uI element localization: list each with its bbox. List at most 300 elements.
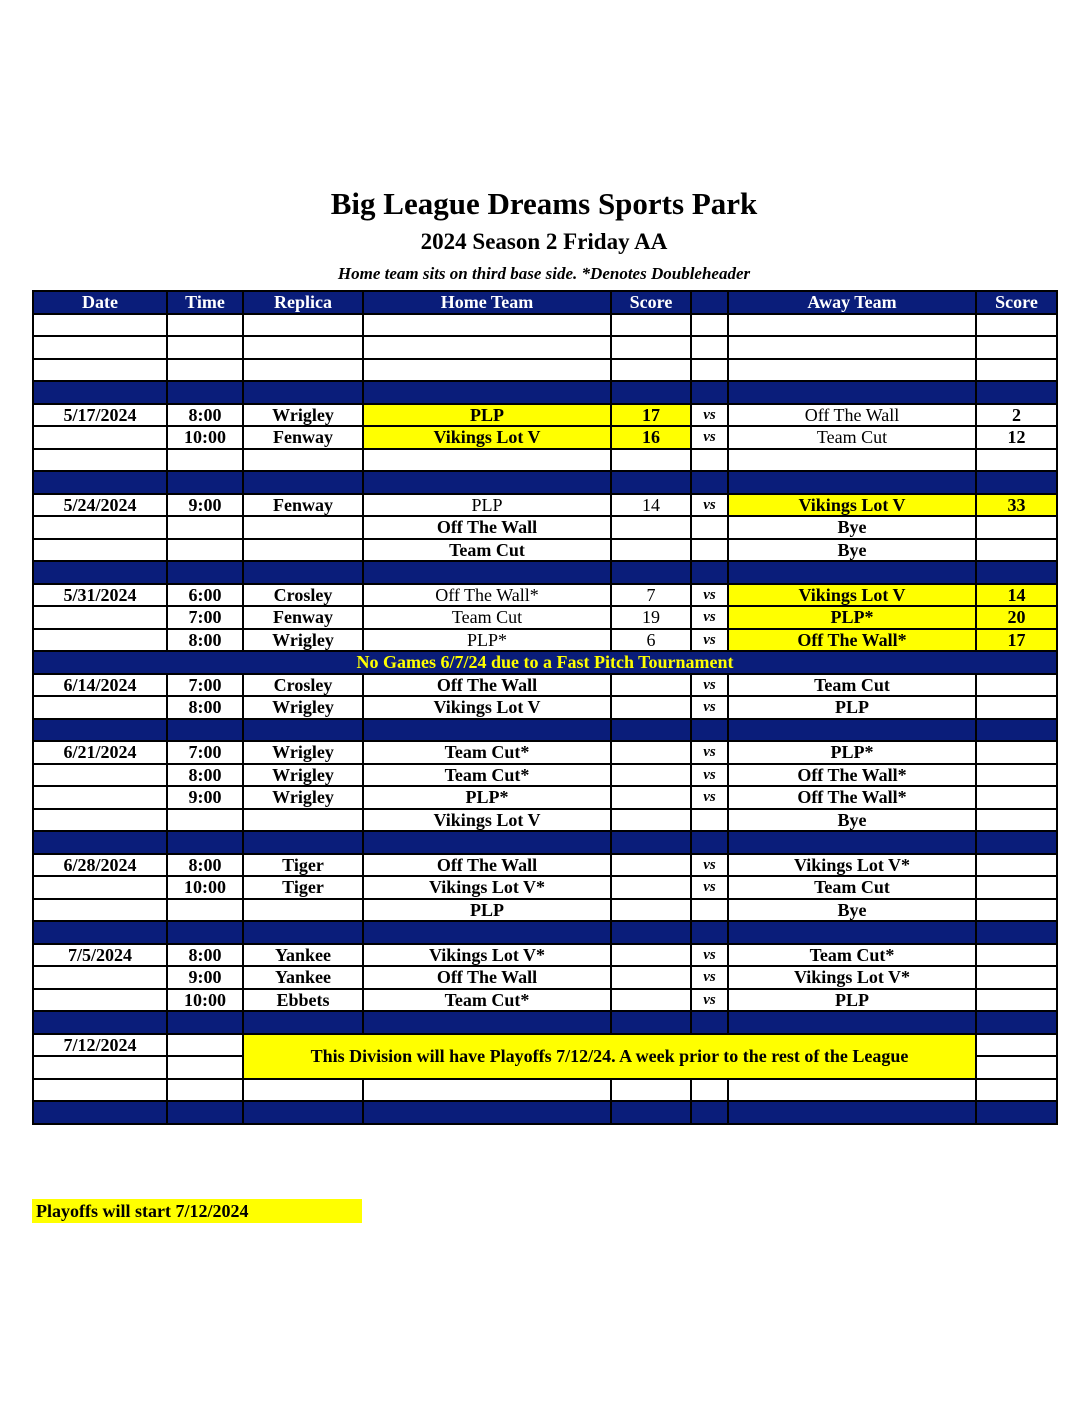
home-team-cell: Team Cut: [363, 606, 611, 629]
separator-cell: [33, 471, 167, 494]
home-score-cell: 17: [611, 404, 691, 427]
replica-cell: Wrigley: [243, 629, 363, 652]
home-score-cell: [611, 944, 691, 967]
date-cell: 6/14/2024: [33, 674, 167, 697]
away-team-cell: Vikings Lot V*: [728, 854, 976, 877]
time-cell: 8:00: [167, 629, 243, 652]
empty-cell: [728, 449, 976, 472]
game-row: [33, 539, 1057, 562]
vs-cell: vs: [691, 966, 728, 989]
empty-cell: [363, 1079, 611, 1102]
week-separator-row: [33, 719, 1057, 742]
vs-cell: vs: [691, 404, 728, 427]
separator-cell: [611, 831, 691, 854]
vs-cell: vs: [691, 741, 728, 764]
away-team-cell: Off The Wall: [728, 404, 976, 427]
separator-cell: [611, 1101, 691, 1124]
separator-cell: [33, 1011, 167, 1034]
replica-cell: Fenway: [243, 494, 363, 517]
home-score-cell: [611, 786, 691, 809]
separator-cell: [728, 719, 976, 742]
date-cell: [33, 539, 167, 562]
away-team-cell: Team Cut*: [728, 944, 976, 967]
away-team-cell: PLP*: [728, 741, 976, 764]
separator-cell: [363, 1101, 611, 1124]
away-team-cell: Vikings Lot V*: [728, 966, 976, 989]
separator-cell: [33, 831, 167, 854]
date-cell: 5/24/2024: [33, 494, 167, 517]
empty-cell: [611, 1079, 691, 1102]
home-team-cell: Vikings Lot V*: [363, 876, 611, 899]
date-cell: [33, 426, 167, 449]
away-score-cell: [976, 696, 1057, 719]
game-row: [33, 426, 1057, 449]
away-team-cell: Bye: [728, 539, 976, 562]
time-cell: 9:00: [167, 494, 243, 517]
home-score-cell: [611, 696, 691, 719]
away-score-cell: [976, 539, 1057, 562]
separator-cell: [167, 1011, 243, 1034]
vs-cell: vs: [691, 606, 728, 629]
replica-cell: Yankee: [243, 966, 363, 989]
game-row: [33, 989, 1057, 1012]
game-row: [33, 606, 1057, 629]
game-row: [33, 696, 1057, 719]
separator-cell: [243, 831, 363, 854]
home-score-cell: 19: [611, 606, 691, 629]
vs-cell: vs: [691, 786, 728, 809]
away-score-cell: 33: [976, 494, 1057, 517]
separator-cell: [728, 561, 976, 584]
home-team-cell: Off The Wall: [363, 516, 611, 539]
blank-row: [33, 336, 1057, 359]
away-score-cell: [976, 966, 1057, 989]
header-row: [33, 291, 1057, 314]
blank-row: [33, 1079, 1057, 1102]
separator-cell: [691, 1011, 728, 1034]
empty-cell: [363, 449, 611, 472]
separator-cell: [691, 921, 728, 944]
vs-cell: vs: [691, 764, 728, 787]
home-score-cell: [611, 516, 691, 539]
replica-cell: Wrigley: [243, 696, 363, 719]
home-team-cell: Off The Wall*: [363, 584, 611, 607]
separator-cell: [243, 921, 363, 944]
separator-cell: [728, 1101, 976, 1124]
game-row: [33, 966, 1057, 989]
separator-cell: [33, 1101, 167, 1124]
week-separator-row: [33, 381, 1057, 404]
away-score-cell: [976, 786, 1057, 809]
empty-cell: [976, 336, 1057, 359]
game-row: [33, 516, 1057, 539]
home-score-cell: [611, 764, 691, 787]
home-team-cell: Vikings Lot V*: [363, 944, 611, 967]
empty-cell: [691, 1079, 728, 1102]
replica-cell: Tiger: [243, 854, 363, 877]
home-score-cell: [611, 809, 691, 832]
notice-row: [33, 651, 1057, 674]
vs-cell: vs: [691, 494, 728, 517]
away-team-cell: Bye: [728, 899, 976, 922]
empty-cell: [243, 314, 363, 337]
separator-cell: [976, 1101, 1057, 1124]
game-row: [33, 404, 1057, 427]
empty-cell: [728, 314, 976, 337]
empty-cell: [691, 336, 728, 359]
week-separator-row: [33, 471, 1057, 494]
date-cell: [33, 764, 167, 787]
away-score-cell: [976, 741, 1057, 764]
separator-cell: [167, 921, 243, 944]
home-score-cell: 14: [611, 494, 691, 517]
vs-cell: vs: [691, 674, 728, 697]
away-score-cell: 14: [976, 584, 1057, 607]
replica-cell: Fenway: [243, 606, 363, 629]
separator-cell: [167, 831, 243, 854]
time-cell: 7:00: [167, 674, 243, 697]
replica-cell: Ebbets: [243, 989, 363, 1012]
time-cell: 10:00: [167, 989, 243, 1012]
home-team-cell: Team Cut*: [363, 989, 611, 1012]
empty-cell: [728, 336, 976, 359]
separator-cell: [167, 381, 243, 404]
home-team-cell: Vikings Lot V: [363, 426, 611, 449]
game-row: [33, 584, 1057, 607]
home-score-cell: 6: [611, 629, 691, 652]
home-score-cell: [611, 876, 691, 899]
replica-cell: Crosley: [243, 584, 363, 607]
empty-cell: [33, 449, 167, 472]
date-cell: [33, 516, 167, 539]
time-cell: [167, 539, 243, 562]
game-row: [33, 944, 1057, 967]
time-cell: 8:00: [167, 404, 243, 427]
date-cell: [33, 606, 167, 629]
home-score-cell: [611, 854, 691, 877]
away-score-cell: [976, 944, 1057, 967]
time-cell: [167, 1034, 243, 1057]
separator-cell: [691, 719, 728, 742]
home-score-cell: [611, 966, 691, 989]
away-score-cell: [976, 1034, 1057, 1057]
separator-cell: [976, 831, 1057, 854]
date-cell: [33, 629, 167, 652]
empty-cell: [243, 1079, 363, 1102]
time-cell: 7:00: [167, 741, 243, 764]
col-header-vs: [691, 291, 728, 314]
col-header-time: Time: [167, 291, 243, 314]
separator-cell: [243, 1011, 363, 1034]
empty-cell: [363, 314, 611, 337]
away-team-cell: Off The Wall*: [728, 629, 976, 652]
separator-cell: [691, 381, 728, 404]
separator-cell: [691, 831, 728, 854]
away-team-cell: PLP: [728, 989, 976, 1012]
date-cell: [33, 989, 167, 1012]
game-row: [33, 629, 1057, 652]
blank-row: [33, 314, 1057, 337]
time-cell: 8:00: [167, 944, 243, 967]
empty-cell: [33, 314, 167, 337]
page-note: Home team sits on third base side. *Denotes Doubleheader: [337, 264, 751, 283]
separator-cell: [728, 831, 976, 854]
game-row: [33, 674, 1057, 697]
empty-cell: [167, 449, 243, 472]
home-team-cell: Off The Wall: [363, 854, 611, 877]
home-team-cell: Team Cut*: [363, 741, 611, 764]
date-cell: 6/28/2024: [33, 854, 167, 877]
separator-cell: [976, 719, 1057, 742]
replica-cell: Fenway: [243, 426, 363, 449]
col-header-date: Date: [33, 291, 167, 314]
separator-cell: [691, 471, 728, 494]
empty-cell: [611, 449, 691, 472]
empty-cell: [976, 1079, 1057, 1102]
col-header-home-score: Score: [611, 291, 691, 314]
blank-row: [33, 359, 1057, 382]
separator-cell: [33, 561, 167, 584]
separator-cell: [363, 719, 611, 742]
game-row: [33, 809, 1057, 832]
time-cell: [167, 899, 243, 922]
separator-cell: [363, 921, 611, 944]
page-title: Big League Dreams Sports Park: [330, 186, 758, 221]
time-cell: [167, 516, 243, 539]
time-cell: 8:00: [167, 854, 243, 877]
home-team-cell: Vikings Lot V: [363, 696, 611, 719]
home-team-cell: Off The Wall: [363, 674, 611, 697]
separator-cell: [167, 1101, 243, 1124]
separator-cell: [243, 471, 363, 494]
away-score-cell: [976, 1056, 1057, 1079]
game-row: [33, 741, 1057, 764]
away-team-cell: PLP*: [728, 606, 976, 629]
vs-cell: [691, 899, 728, 922]
home-team-cell: PLP: [363, 494, 611, 517]
col-header-home-team: Home Team: [363, 291, 611, 314]
time-cell: [167, 1056, 243, 1079]
empty-cell: [691, 449, 728, 472]
replica-cell: Wrigley: [243, 741, 363, 764]
schedule-table: [32, 290, 1058, 1125]
vs-cell: vs: [691, 584, 728, 607]
empty-cell: [33, 336, 167, 359]
vs-cell: vs: [691, 426, 728, 449]
time-cell: 6:00: [167, 584, 243, 607]
replica-cell: Tiger: [243, 876, 363, 899]
time-cell: 8:00: [167, 696, 243, 719]
schedule-body: [33, 314, 1057, 1124]
replica-cell: Wrigley: [243, 786, 363, 809]
col-header-replica: Replica: [243, 291, 363, 314]
vs-cell: [691, 539, 728, 562]
separator-cell: [363, 471, 611, 494]
week-separator-row: [33, 1101, 1057, 1124]
vs-cell: vs: [691, 944, 728, 967]
no-games-notice: No Games 6/7/24 due to a Fast Pitch Tournament: [33, 651, 1057, 674]
away-score-cell: [976, 854, 1057, 877]
date-cell: [33, 1056, 167, 1079]
home-score-cell: 7: [611, 584, 691, 607]
replica-cell: Yankee: [243, 944, 363, 967]
empty-cell: [611, 314, 691, 337]
time-cell: [167, 809, 243, 832]
away-score-cell: 12: [976, 426, 1057, 449]
date-cell: 7/5/2024: [33, 944, 167, 967]
week-separator-row: [33, 561, 1057, 584]
time-cell: 8:00: [167, 764, 243, 787]
away-team-cell: Bye: [728, 809, 976, 832]
separator-cell: [167, 561, 243, 584]
vs-cell: vs: [691, 989, 728, 1012]
separator-cell: [611, 561, 691, 584]
separator-cell: [243, 719, 363, 742]
empty-cell: [167, 314, 243, 337]
away-team-cell: Team Cut: [728, 426, 976, 449]
separator-cell: [976, 1011, 1057, 1034]
replica-cell: Wrigley: [243, 404, 363, 427]
away-team-cell: PLP: [728, 696, 976, 719]
away-score-cell: [976, 876, 1057, 899]
separator-cell: [363, 831, 611, 854]
date-cell: 5/17/2024: [33, 404, 167, 427]
vs-cell: vs: [691, 854, 728, 877]
empty-cell: [611, 359, 691, 382]
away-score-cell: [976, 989, 1057, 1012]
blank-row: [33, 449, 1057, 472]
playoff-row: [33, 1034, 1057, 1057]
empty-cell: [363, 359, 611, 382]
separator-cell: [167, 471, 243, 494]
separator-cell: [363, 381, 611, 404]
separator-cell: [243, 1101, 363, 1124]
empty-cell: [33, 1079, 167, 1102]
vs-cell: vs: [691, 876, 728, 899]
vs-cell: vs: [691, 629, 728, 652]
empty-cell: [691, 314, 728, 337]
away-score-cell: [976, 809, 1057, 832]
home-team-cell: PLP: [363, 899, 611, 922]
empty-cell: [167, 336, 243, 359]
separator-cell: [243, 561, 363, 584]
playoff-notice: This Division will have Playoffs 7/12/24. A week prior to the rest of the League: [243, 1034, 976, 1079]
away-score-cell: [976, 516, 1057, 539]
replica-cell: Crosley: [243, 674, 363, 697]
replica-cell: [243, 539, 363, 562]
home-team-cell: Team Cut*: [363, 764, 611, 787]
separator-cell: [728, 381, 976, 404]
vs-cell: [691, 516, 728, 539]
separator-cell: [976, 561, 1057, 584]
week-separator-row: [33, 921, 1057, 944]
replica-cell: [243, 809, 363, 832]
home-score-cell: [611, 539, 691, 562]
home-score-cell: 16: [611, 426, 691, 449]
separator-cell: [611, 381, 691, 404]
home-score-cell: [611, 899, 691, 922]
date-cell: [33, 809, 167, 832]
away-team-cell: Team Cut: [728, 674, 976, 697]
week-separator-row: [33, 831, 1057, 854]
separator-cell: [243, 381, 363, 404]
date-cell: 6/21/2024: [33, 741, 167, 764]
separator-cell: [976, 381, 1057, 404]
empty-cell: [976, 359, 1057, 382]
week-separator-row: [33, 1011, 1057, 1034]
game-row: [33, 876, 1057, 899]
separator-cell: [728, 471, 976, 494]
empty-cell: [33, 359, 167, 382]
away-team-cell: Off The Wall*: [728, 786, 976, 809]
date-cell: [33, 696, 167, 719]
game-row: [33, 764, 1057, 787]
empty-cell: [611, 336, 691, 359]
away-team-cell: Vikings Lot V: [728, 494, 976, 517]
home-team-cell: Vikings Lot V: [363, 809, 611, 832]
empty-cell: [691, 359, 728, 382]
time-cell: 10:00: [167, 426, 243, 449]
away-team-cell: Team Cut: [728, 876, 976, 899]
replica-cell: [243, 899, 363, 922]
time-cell: 9:00: [167, 786, 243, 809]
playoffs-footer-note: Playoffs will start 7/12/2024: [32, 1199, 362, 1223]
replica-cell: [243, 516, 363, 539]
time-cell: 9:00: [167, 966, 243, 989]
empty-cell: [243, 336, 363, 359]
empty-cell: [243, 359, 363, 382]
date-cell: [33, 876, 167, 899]
separator-cell: [33, 381, 167, 404]
away-score-cell: [976, 674, 1057, 697]
separator-cell: [33, 921, 167, 944]
home-team-cell: Off The Wall: [363, 966, 611, 989]
away-team-cell: Bye: [728, 516, 976, 539]
home-score-cell: [611, 989, 691, 1012]
away-score-cell: [976, 899, 1057, 922]
separator-cell: [363, 561, 611, 584]
vs-cell: vs: [691, 696, 728, 719]
away-score-cell: 17: [976, 629, 1057, 652]
home-team-cell: PLP: [363, 404, 611, 427]
away-score-cell: 2: [976, 404, 1057, 427]
date-cell: [33, 966, 167, 989]
separator-cell: [167, 719, 243, 742]
empty-cell: [167, 1079, 243, 1102]
home-score-cell: [611, 674, 691, 697]
home-score-cell: [611, 741, 691, 764]
empty-cell: [243, 449, 363, 472]
date-cell: 7/12/2024: [33, 1034, 167, 1057]
date-cell: [33, 786, 167, 809]
col-header-away-score: Score: [976, 291, 1057, 314]
time-cell: 7:00: [167, 606, 243, 629]
replica-cell: Wrigley: [243, 764, 363, 787]
empty-cell: [976, 449, 1057, 472]
away-score-cell: [976, 764, 1057, 787]
date-cell: [33, 899, 167, 922]
away-team-cell: Off The Wall*: [728, 764, 976, 787]
separator-cell: [976, 921, 1057, 944]
time-cell: 10:00: [167, 876, 243, 899]
empty-cell: [976, 314, 1057, 337]
separator-cell: [611, 921, 691, 944]
home-team-cell: PLP*: [363, 629, 611, 652]
separator-cell: [611, 1011, 691, 1034]
separator-cell: [611, 471, 691, 494]
game-row: [33, 854, 1057, 877]
empty-cell: [728, 359, 976, 382]
